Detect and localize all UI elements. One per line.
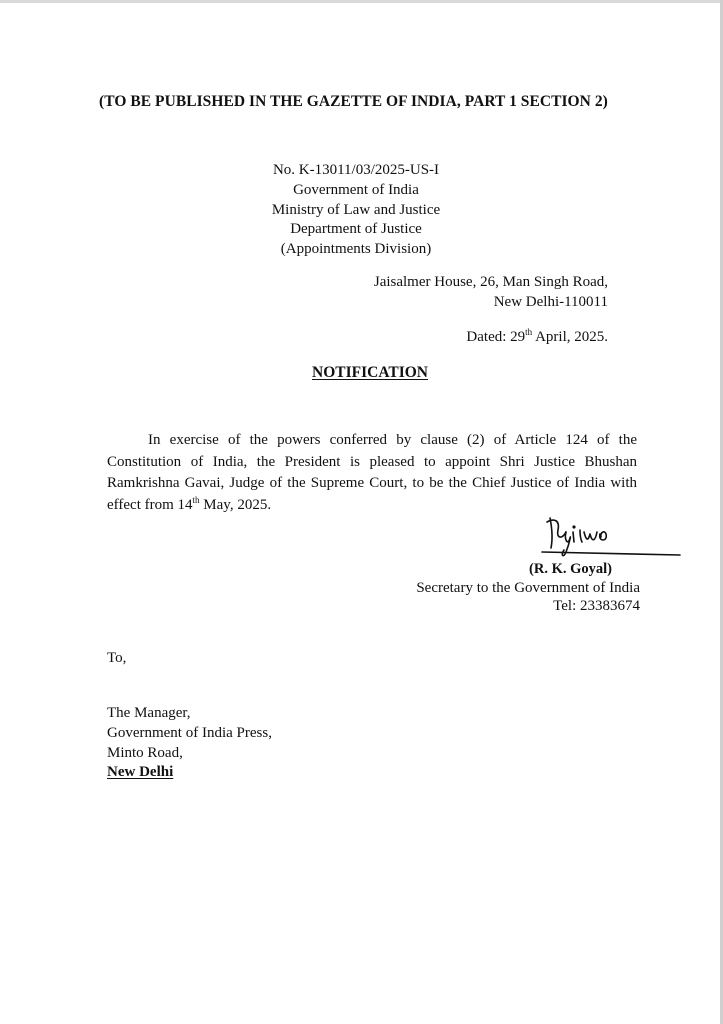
signatory-name: (R. K. Goyal) [529,561,612,577]
file-number: No. K-13011/03/2025-US-I [272,162,440,178]
department-line: Department of Justice [290,221,422,238]
division-line: (Appointments Division) [280,241,432,258]
office-address [374,273,608,313]
government-line: Government of India [293,181,419,198]
address-line-2: New Delhi-110011 [493,293,608,310]
body-ordinal: th [192,494,200,505]
date-rest: April, 2025. [532,329,608,345]
scan-edge-top [0,0,723,3]
body-end: May, 2025. [199,496,272,513]
notification-heading: NOTIFICATION [312,364,428,381]
signatory-designation: Secretary to the Government of India [416,580,640,596]
body-main: In exercise of the powers conferred by clause (2) of Article 124 of the Constitution of India, the President is pleased to appoint Shri Justice Bhushan Ramkrishna Gavai, Judge of the Supreme Court, to be the Chief Justice of India with effect from 14 [107,432,637,513]
recipient-line-2: Government of India Press, [107,724,272,741]
recipient-line-1: The Manager, [107,705,191,721]
notification-body [107,430,637,516]
date-ordinal: th [525,327,533,337]
office-block [236,161,476,260]
handwritten-signature [540,510,682,560]
recipient-line-3: Minto Road, [107,744,183,761]
to-label: To, [107,650,127,666]
date-prefix: Dated: 29 [466,329,526,345]
address-line-1: Jaisalmer House, 26, Man Singh Road, [373,274,608,290]
gazette-header: (TO BE PUBLISHED IN THE GAZETTE OF INDIA, PART 1 SECTION 2) [99,93,608,110]
date-line [466,329,608,346]
ministry-line: Ministry of Law and Justice [271,201,441,218]
recipient-address [107,704,272,783]
signatory-telephone: Tel: 23383674 [553,598,640,614]
recipient-line-4: New Delhi [107,764,174,781]
